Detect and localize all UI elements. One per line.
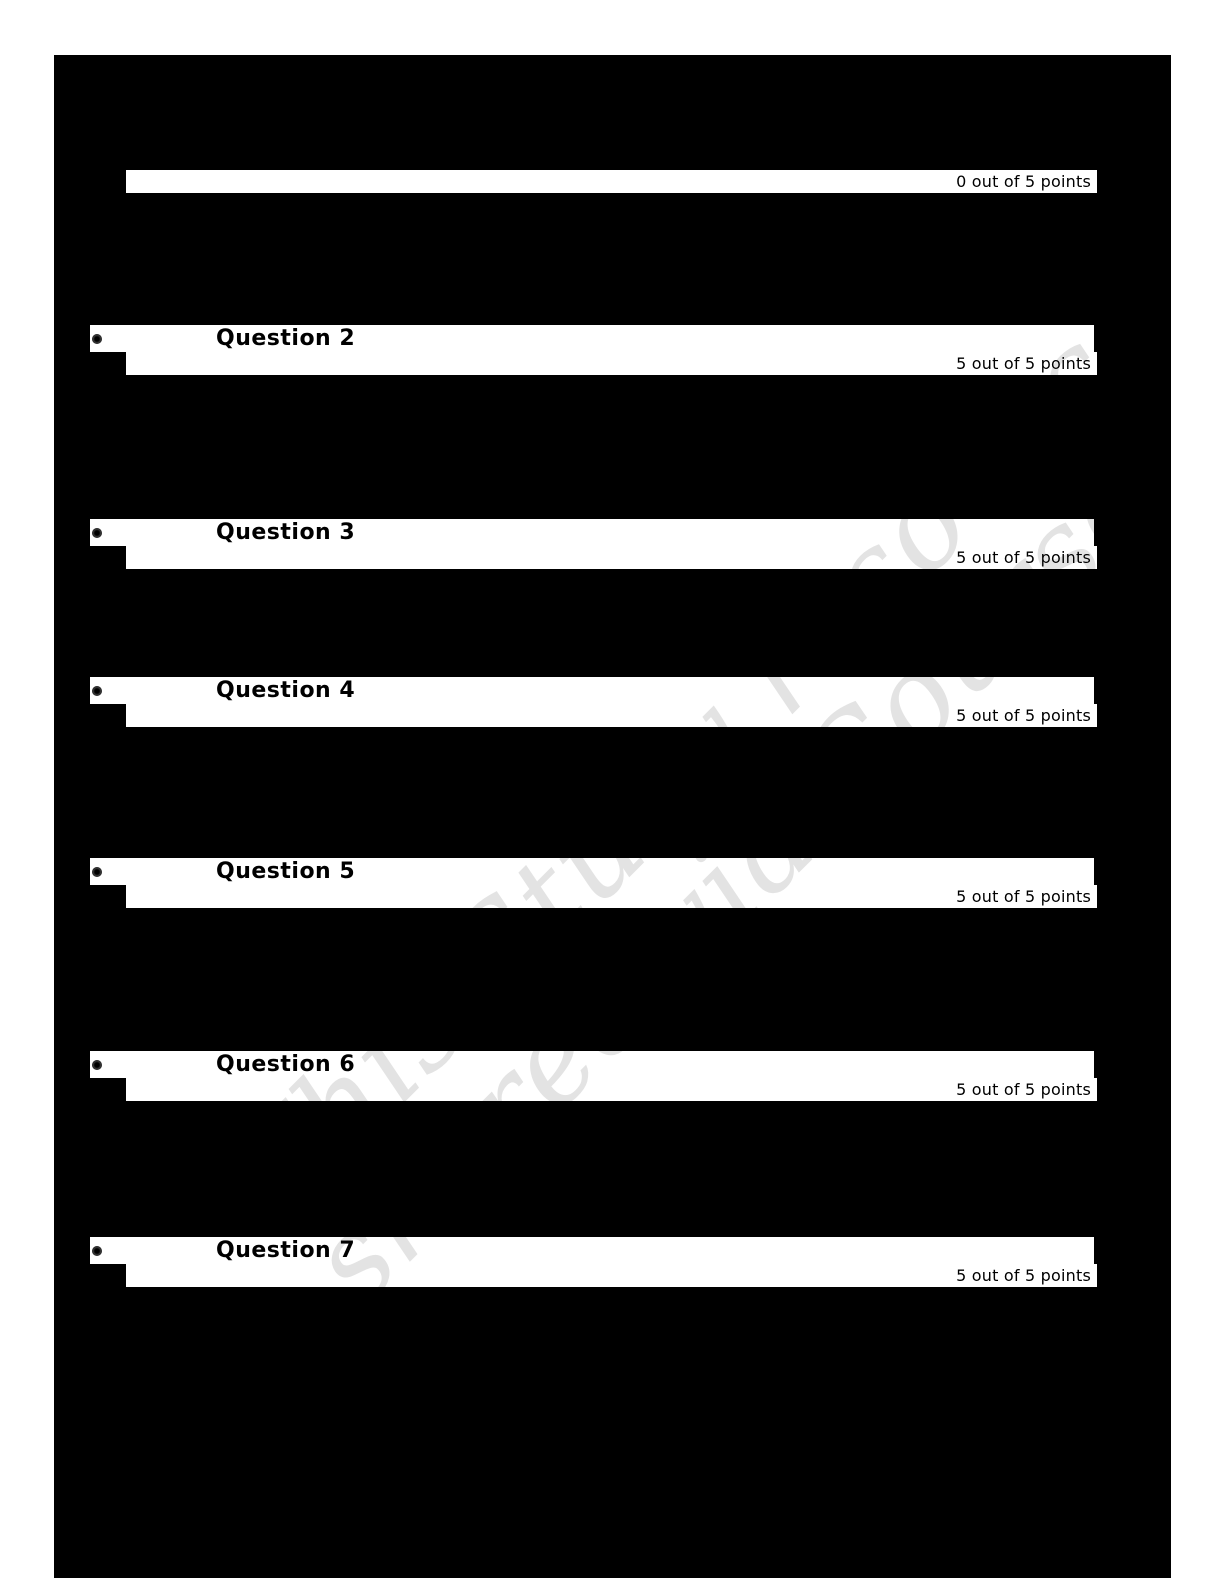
question-bullet-icon [92,1060,102,1070]
question-3-block [0,519,1224,569]
question-1-points-bar [126,170,1097,193]
question-7-block [0,1237,1224,1287]
question-header-bar [90,1051,1094,1078]
question-header-bar [90,1237,1094,1264]
question-title: Question 5 [216,859,356,884]
question-6-block [0,1051,1224,1101]
question-points-bar [126,1078,1097,1101]
question-bullet-icon [92,1246,102,1256]
question-title: Question 6 [216,1052,356,1077]
question-2-block [0,325,1224,375]
question-5-block [0,858,1224,908]
question-4-block [0,677,1224,727]
watermark-text-line2: shared via [283,772,842,1332]
question-bullet-icon [92,686,102,696]
question-bullet-icon [92,528,102,538]
redaction-overlay [54,55,1171,1578]
question-points-text: 5 out of 5 points [956,548,1091,567]
question-points-text: 5 out of 5 points [956,354,1091,373]
question-title: Question 3 [216,520,356,545]
question-points-text: 5 out of 5 points [956,1266,1091,1285]
question-title: Question 7 [216,1238,356,1263]
question-points-bar [126,885,1097,908]
question-header-bar [90,325,1094,352]
question-title: Question 4 [216,678,356,703]
question-points-text: 5 out of 5 points [956,1080,1091,1099]
question-header-bar [90,858,1094,885]
question-title: Question 2 [216,326,356,351]
question-points-bar [126,352,1097,375]
question-header-bar [90,677,1094,704]
question-bullet-icon [92,867,102,877]
question-header-bar [90,519,1094,546]
question-points-bar [126,546,1097,569]
question-points-text: 5 out of 5 points [956,887,1091,906]
question-points-text: 0 out of 5 points [956,172,1091,191]
question-points-bar [126,704,1097,727]
question-points-bar [126,1264,1097,1287]
question-bullet-icon [92,334,102,344]
question-points-text: 5 out of 5 points [956,706,1091,725]
